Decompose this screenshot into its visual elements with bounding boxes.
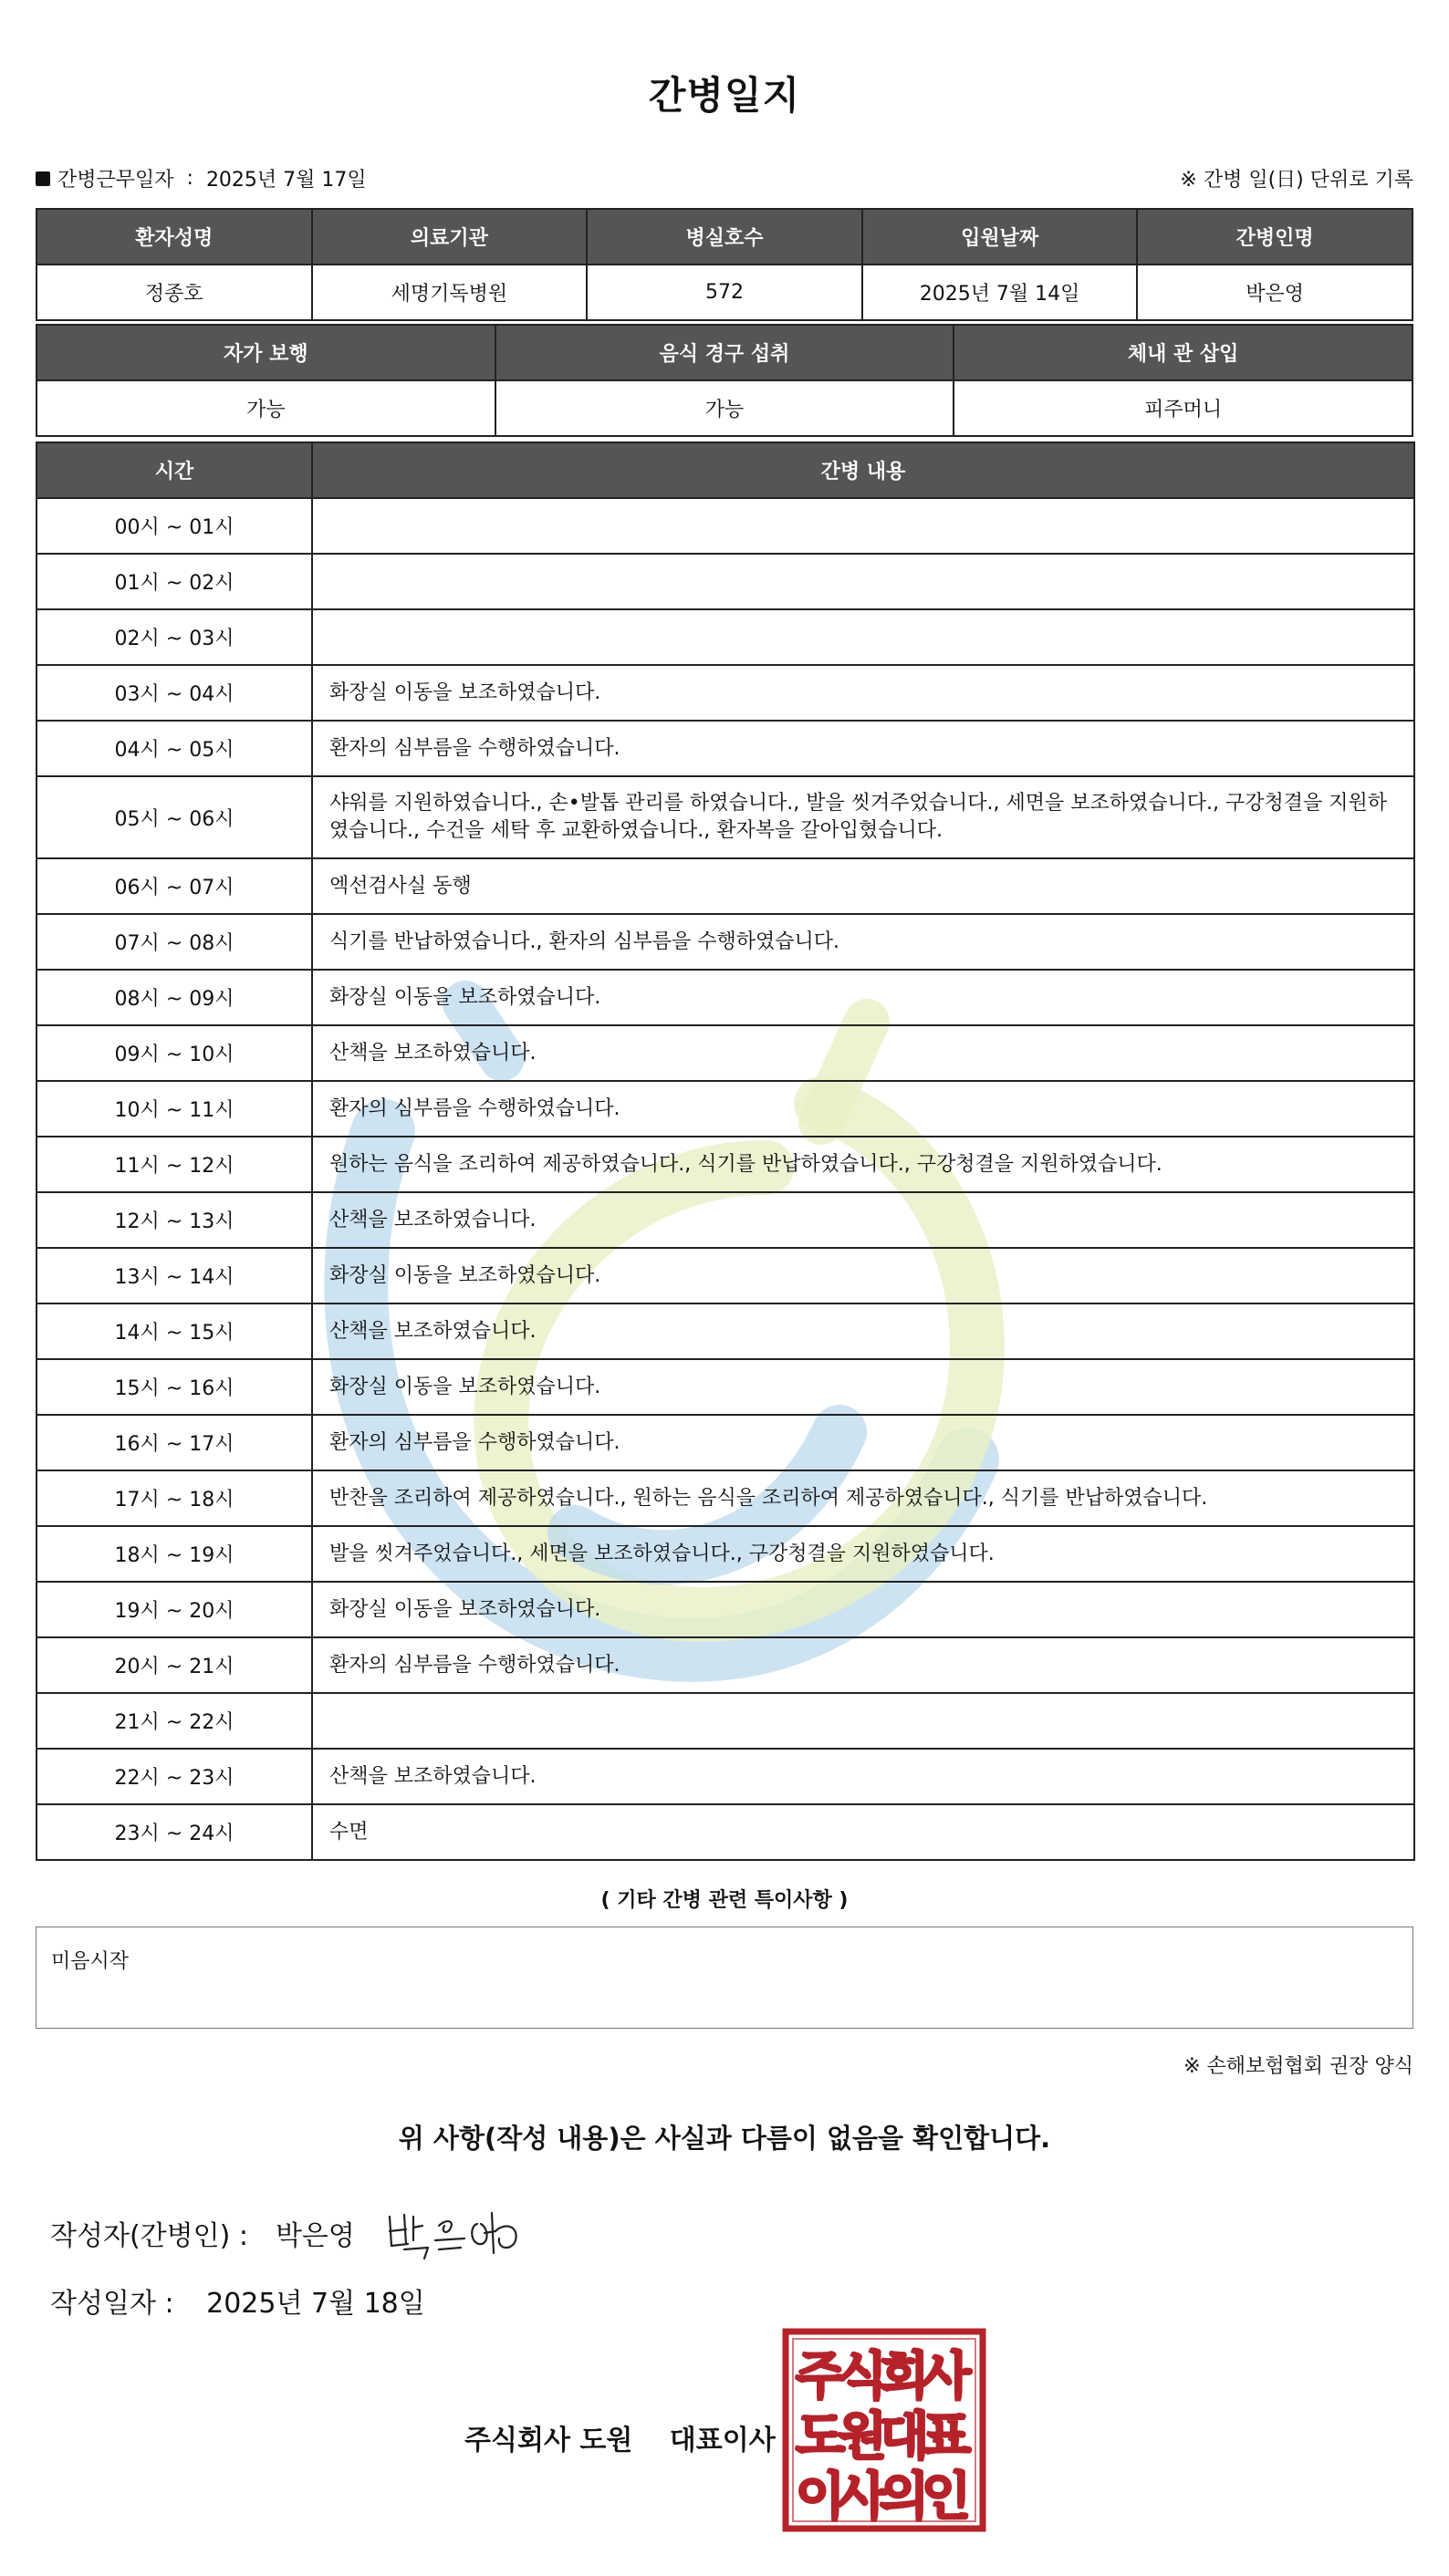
care-log-row xyxy=(36,1304,1414,1359)
time-slot: 04시 ~ 05시 xyxy=(36,721,312,776)
care-content: 반찬을 조리하여 제공하였습니다., 원하는 음식을 조리하여 제공하였습니다., 식기를 반납하였습니다. xyxy=(312,1470,1414,1526)
care-log-header-row xyxy=(36,442,1414,498)
tube-insertion-value: 피주머니 xyxy=(954,380,1413,436)
patient-info-value-row xyxy=(36,265,1413,320)
care-content: 화장실 이동을 보조하였습니다. xyxy=(312,665,1414,721)
care-log-row xyxy=(36,1415,1414,1470)
work-date-row xyxy=(36,164,1413,193)
time-slot: 12시 ~ 13시 xyxy=(36,1192,312,1248)
care-log-row xyxy=(36,858,1414,914)
care-log-row xyxy=(36,665,1414,721)
care-content: 환자의 심부름을 수행하였습니다. xyxy=(312,1637,1414,1693)
caregiver-name: 박은영 xyxy=(1137,265,1413,320)
care-log-row xyxy=(36,1359,1414,1415)
svg-text:원: 원 xyxy=(837,2407,888,2467)
care-log-row xyxy=(36,609,1414,665)
care-content: 산책을 보조하였습니다. xyxy=(312,1749,1414,1804)
care-log-row xyxy=(36,1248,1414,1304)
oral-intake-value: 가능 xyxy=(495,380,954,436)
svg-text:사: 사 xyxy=(921,2347,972,2406)
care-content xyxy=(312,498,1414,554)
time-slot: 14시 ~ 15시 xyxy=(36,1304,312,1359)
care-content: 화장실 이동을 보조하였습니다. xyxy=(312,1359,1414,1415)
time-slot: 16시 ~ 17시 xyxy=(36,1415,312,1470)
written-date-label: 작성일자 : xyxy=(50,2288,174,2320)
care-content: 환자의 심부름을 수행하였습니다. xyxy=(312,721,1414,776)
company-signature-line xyxy=(464,2417,776,2457)
care-content xyxy=(312,1693,1414,1749)
care-log-row xyxy=(36,1137,1414,1192)
care-content: 산책을 보조하였습니다. xyxy=(312,1304,1414,1359)
time-slot: 11시 ~ 12시 xyxy=(36,1137,312,1192)
svg-text:이: 이 xyxy=(795,2467,846,2527)
care-log-body xyxy=(36,498,1414,1860)
time-slot: 18시 ~ 19시 xyxy=(36,1526,312,1582)
care-log-row xyxy=(36,498,1414,554)
header-admission-date: 입원날짜 xyxy=(862,209,1138,265)
care-content: 발을 씻겨주었습니다., 세면을 보조하였습니다., 구강청결을 지원하였습니다. xyxy=(312,1526,1414,1582)
time-slot: 22시 ~ 23시 xyxy=(36,1749,312,1804)
time-slot: 20시 ~ 21시 xyxy=(36,1637,312,1693)
svg-text:도: 도 xyxy=(795,2407,846,2467)
care-content: 수면 xyxy=(312,1804,1414,1860)
special-notes-box xyxy=(36,1927,1413,2029)
time-slot: 13시 ~ 14시 xyxy=(36,1248,312,1304)
hourly-care-log-table xyxy=(36,441,1415,1861)
time-slot: 17시 ~ 18시 xyxy=(36,1470,312,1526)
care-log-row xyxy=(36,1025,1414,1081)
care-content xyxy=(312,554,1414,609)
form-source-note: ※ 손해보험협회 권장 양식 xyxy=(1183,2055,1413,2078)
self-walking-value: 가능 xyxy=(36,380,495,436)
writer-label: 작성자(간병인) : xyxy=(50,2220,248,2252)
time-slot: 09시 ~ 10시 xyxy=(36,1025,312,1081)
care-log-row xyxy=(36,1582,1414,1637)
care-content: 엑선검사실 동행 xyxy=(312,858,1414,914)
writer-name: 박은영 xyxy=(275,2220,355,2252)
care-log-row xyxy=(36,721,1414,776)
care-content: 환자의 심부름을 수행하였습니다. xyxy=(312,1081,1414,1137)
work-date-separator: : xyxy=(186,167,193,190)
special-notes-text: 미음시작 xyxy=(51,1950,130,1973)
time-slot: 03시 ~ 04시 xyxy=(36,665,312,721)
care-log-row xyxy=(36,1749,1414,1804)
care-content: 산책을 보조하였습니다. xyxy=(312,1192,1414,1248)
admission-date: 2025년 7월 14일 xyxy=(862,265,1138,320)
svg-text:사: 사 xyxy=(837,2467,888,2527)
svg-text:표: 표 xyxy=(921,2407,972,2467)
svg-text:인: 인 xyxy=(921,2467,972,2527)
handwritten-signature xyxy=(382,2189,528,2262)
header-room-number: 병실호수 xyxy=(587,209,862,265)
care-log-row xyxy=(36,1470,1414,1526)
company-representative: 대표이사 xyxy=(669,2425,776,2457)
time-slot: 21시 ~ 22시 xyxy=(36,1693,312,1749)
care-content: 식기를 반납하였습니다., 환자의 심부름을 수행하였습니다. xyxy=(312,914,1414,970)
care-log-row xyxy=(36,1693,1414,1749)
work-date xyxy=(36,164,367,192)
time-slot: 00시 ~ 01시 xyxy=(36,498,312,554)
patient-status-table xyxy=(36,324,1413,437)
company-name: 주식회사 도원 xyxy=(464,2425,633,2457)
time-slot: 01시 ~ 02시 xyxy=(36,554,312,609)
written-date-line xyxy=(50,2280,425,2321)
time-slot: 02시 ~ 03시 xyxy=(36,609,312,665)
header-hospital: 의료기관 xyxy=(312,209,588,265)
care-content: 원하는 음식을 조리하여 제공하였습니다., 식기를 반납하였습니다., 구강청결을 지원하였습니다. xyxy=(312,1137,1414,1192)
patient-info-table xyxy=(36,208,1413,321)
care-log-row xyxy=(36,970,1414,1025)
care-log-row xyxy=(36,1081,1414,1137)
time-slot: 19시 ~ 20시 xyxy=(36,1582,312,1637)
header-care-content: 간병 내용 xyxy=(312,442,1414,498)
svg-text:의: 의 xyxy=(879,2467,930,2527)
header-patient-name: 환자성명 xyxy=(36,209,312,265)
written-date-value: 2025년 7월 18일 xyxy=(206,2288,425,2320)
header-self-walking: 자가 보행 xyxy=(36,325,495,380)
care-content: 샤워를 지원하였습니다., 손•발톱 관리를 하였습니다., 발을 씻겨주었습니다., 세면을 보조하였습니다., 구강청결을 지원하였습니다., 수건을 세탁 후 교환하였습니다., 환자복을 갈아입혔습니다. xyxy=(312,776,1414,858)
care-log-row xyxy=(36,1526,1414,1582)
svg-text:식: 식 xyxy=(837,2347,888,2406)
care-content: 화장실 이동을 보조하였습니다. xyxy=(312,1248,1414,1304)
confirmation-statement: 위 사항(작성 내용)은 사실과 다름이 없음을 확인합니다. xyxy=(398,2123,1051,2154)
care-log-row xyxy=(36,1637,1414,1693)
notes-title: ( 기타 간병 관련 특이사항 ) xyxy=(600,1889,849,1912)
care-log-row xyxy=(36,1804,1414,1860)
work-date-value: 2025년 7월 17일 xyxy=(205,169,367,192)
care-content: 산책을 보조하였습니다. xyxy=(312,1025,1414,1081)
unit-note: ※ 간병 일(日) 단위로 기록 xyxy=(1180,169,1413,192)
work-date-label: 간병근무일자 xyxy=(57,169,174,192)
time-slot: 08시 ~ 09시 xyxy=(36,970,312,1025)
care-log-row xyxy=(36,1192,1414,1248)
care-log-row xyxy=(36,776,1414,858)
writer-line xyxy=(50,2213,355,2253)
time-slot: 10시 ~ 11시 xyxy=(36,1081,312,1137)
time-slot: 23시 ~ 24시 xyxy=(36,1804,312,1860)
svg-text:대: 대 xyxy=(879,2407,930,2467)
svg-text:회: 회 xyxy=(879,2347,930,2406)
patient-info-header-row xyxy=(36,209,1413,265)
patient-status-value-row xyxy=(36,380,1413,436)
patient-name: 정종호 xyxy=(36,265,312,320)
header-caregiver-name: 간병인명 xyxy=(1137,209,1413,265)
time-slot: 06시 ~ 07시 xyxy=(36,858,312,914)
time-slot: 05시 ~ 06시 xyxy=(36,776,312,858)
time-slot: 07시 ~ 08시 xyxy=(36,914,312,970)
header-time: 시간 xyxy=(36,442,312,498)
header-tube-insertion: 체내 관 삽입 xyxy=(954,325,1413,380)
care-content: 화장실 이동을 보조하였습니다. xyxy=(312,970,1414,1025)
header-oral-intake: 음식 경구 섭취 xyxy=(495,325,954,380)
care-log-row xyxy=(36,914,1414,970)
hospital-name: 세명기독병원 xyxy=(312,265,588,320)
care-content xyxy=(312,609,1414,665)
company-seal-stamp xyxy=(782,2328,986,2532)
page-title: 간병일지 xyxy=(648,73,801,118)
care-log-row xyxy=(36,554,1414,609)
svg-text:주: 주 xyxy=(795,2347,846,2406)
care-content: 환자의 심부름을 수행하였습니다. xyxy=(312,1415,1414,1470)
care-content: 화장실 이동을 보조하였습니다. xyxy=(312,1582,1414,1637)
patient-status-header-row xyxy=(36,325,1413,380)
square-bullet-icon xyxy=(36,171,50,186)
room-number: 572 xyxy=(587,265,862,320)
time-slot: 15시 ~ 16시 xyxy=(36,1359,312,1415)
